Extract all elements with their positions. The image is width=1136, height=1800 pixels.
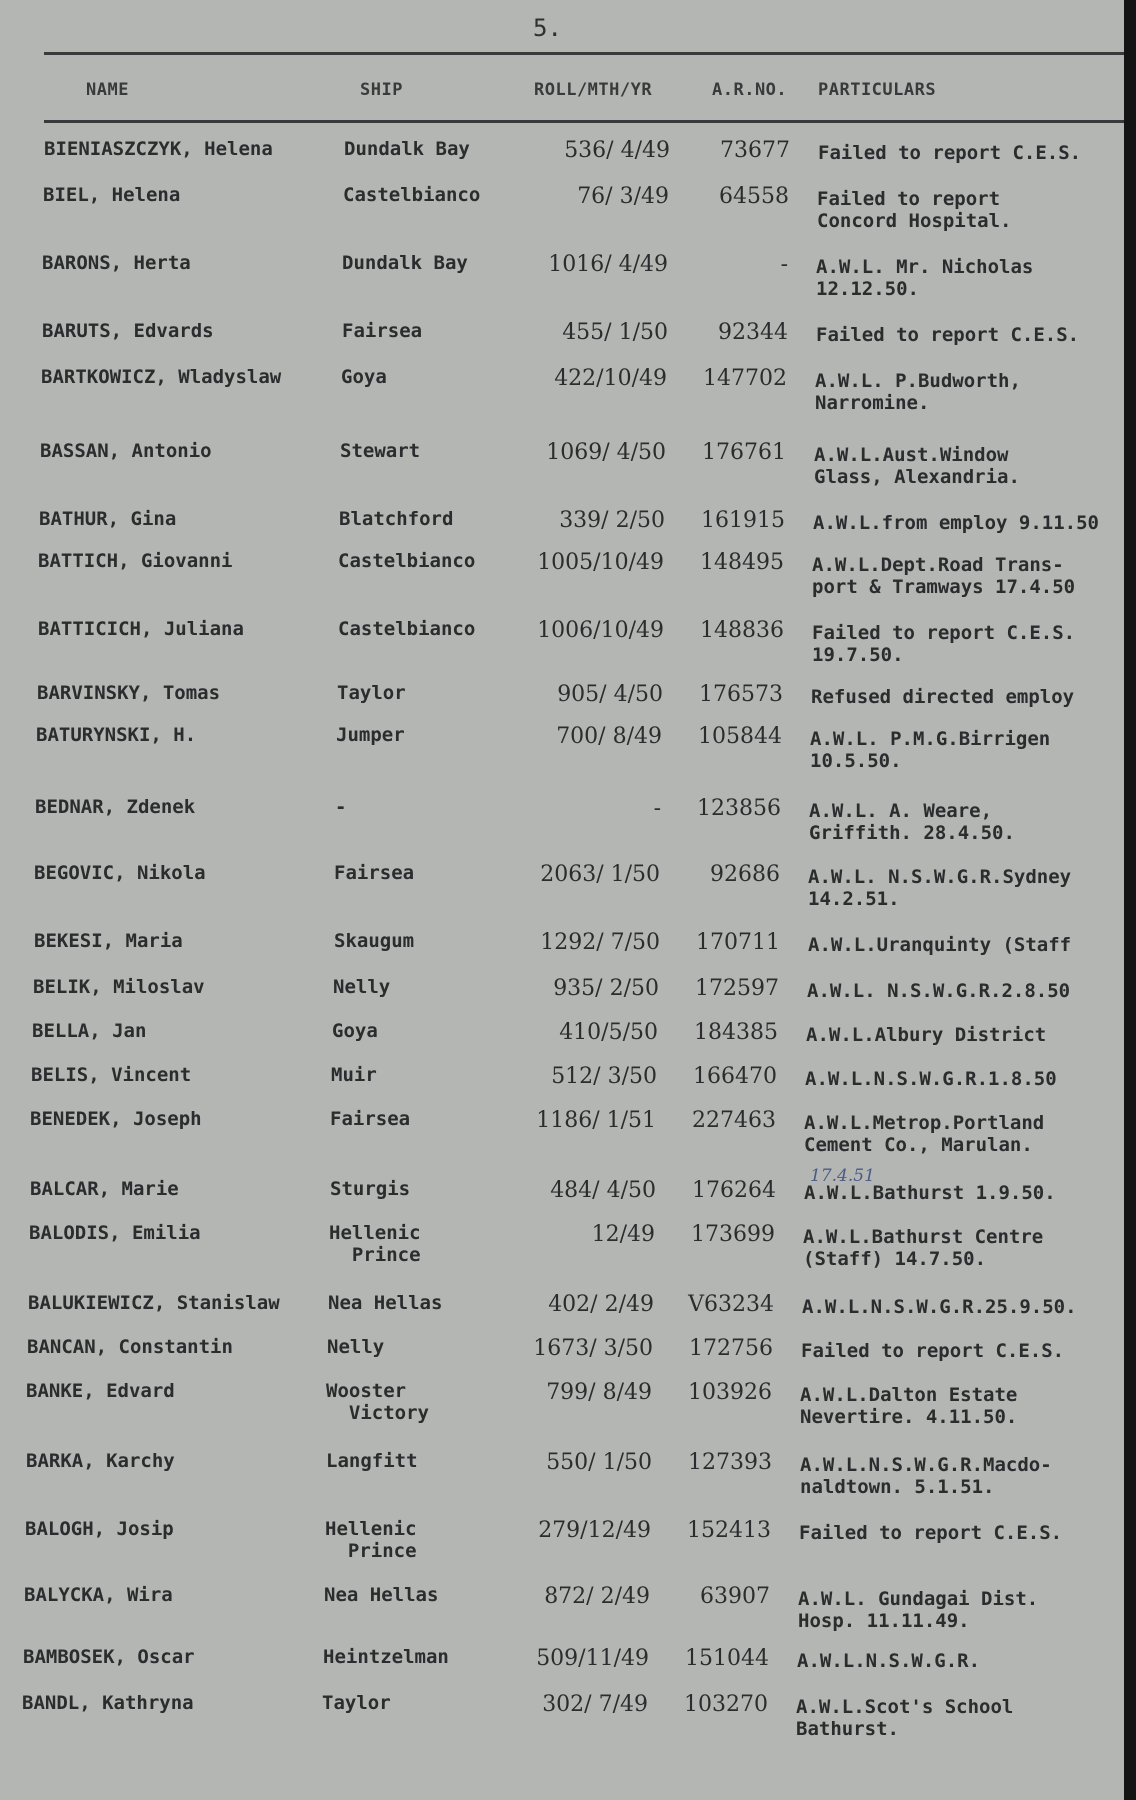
entry-ar-no: 148836 [700,618,784,643]
entry-particulars: Failed to report C.E.S. [818,142,1082,164]
entry-roll: 935/ 2/50 [553,976,659,1001]
entry-ar-no: 176264 [692,1178,776,1203]
entry-ar-no: 172756 [689,1336,773,1361]
entry-roll: 402/ 2/49 [548,1292,654,1317]
entry-ar-no: 176573 [699,682,783,707]
entry-ship: Skaugum [334,930,415,952]
entry-roll: 799/ 8/49 [546,1380,652,1405]
entry-particulars: A.W.L.Bathurst 1.9.50. [804,1182,1056,1204]
entry-name: BALOGH, Josip [25,1518,174,1540]
entry-particulars: A.W.L.from employ 9.11.50 [813,512,1099,534]
page-number: 5. [533,14,562,42]
header-particulars: PARTICULARS [818,80,937,100]
entry-roll: 339/ 2/50 [559,508,665,533]
entry-name: BENEDEK, Joseph [30,1108,202,1130]
entry-name: BARVINSKY, Tomas [37,682,221,704]
entry-particulars: A.W.L. Gundagai Dist. Hosp. 11.11.49. [798,1588,1039,1632]
entry-ship: Hellenic Prince [329,1222,421,1266]
entry-particulars: A.W.L. P.Budworth, Narromine. [815,370,1021,414]
entry-ar-no: - [780,252,788,277]
entry-ship: Stewart [340,440,421,462]
entry-particulars: A.W.L. Mr. Nicholas 12.12.50. [816,256,1034,300]
entry-ship: Goya [332,1020,378,1042]
entry-ar-no: 73677 [720,138,790,163]
scan-edge [1124,0,1136,1800]
entry-roll: 484/ 4/50 [550,1178,656,1203]
entry-roll: 905/ 4/50 [557,682,663,707]
entry-roll: 1016/ 4/49 [548,252,668,277]
entry-ar-no: 147702 [703,366,787,391]
entry-ar-no: 64558 [719,184,789,209]
entry-particulars: Failed to report C.E.S. [801,1340,1065,1362]
header-ar-no: A.R.NO. [712,80,788,100]
entry-name: BALYCKA, Wira [24,1584,173,1606]
entry-ship: Wooster Victory [326,1380,429,1424]
entry-ar-no: 176761 [702,440,786,465]
entry-roll: 536/ 4/49 [564,138,670,163]
entry-roll: 2063/ 1/50 [540,862,660,887]
entry-ar-no: 63907 [700,1584,770,1609]
entry-ship: Blatchford [339,508,454,530]
entry-ar-no: 92344 [718,320,788,345]
entry-name: BEKESI, Maria [34,930,183,952]
entry-particulars: A.W.L.N.S.W.G.R.1.8.50 [805,1068,1057,1090]
entry-name: BELIS, Vincent [31,1064,192,1086]
entry-ship: Hellenic Prince [325,1518,417,1562]
entry-ship: Dundalk Bay [344,138,470,160]
entry-roll: 455/ 1/50 [562,320,668,345]
entry-ar-no: V63234 [688,1292,774,1317]
entry-name: BELIK, Miloslav [33,976,205,998]
entry-name: BARONS, Herta [42,252,191,274]
entry-name: BASSAN, Antonio [40,440,212,462]
entry-ship: Jumper [336,724,405,746]
entry-ar-no: 173699 [691,1222,775,1247]
entry-particulars: Failed to report C.E.S. [799,1522,1063,1544]
entry-particulars: Failed to report C.E.S. [816,324,1080,346]
entry-name: BANCAN, Constantin [27,1336,233,1358]
entry-name: BEDNAR, Zdenek [35,796,196,818]
entry-ship: Taylor [337,682,406,704]
entry-roll: 12/49 [591,1222,655,1247]
entry-ship: Fairsea [342,320,423,342]
entry-ar-no: 170711 [696,930,780,955]
entry-name: BATTICH, Giovanni [38,550,233,572]
entry-particulars: A.W.L. A. Weare, Griffith. 28.4.50. [809,800,1015,844]
entry-name: BARUTS, Edvards [42,320,214,342]
entry-particulars: Failed to report Concord Hospital. [817,188,1012,232]
entry-roll: 302/ 7/49 [542,1692,648,1717]
entry-ship: Fairsea [330,1108,411,1130]
entry-ar-no: 127393 [688,1450,772,1475]
entry-particulars: A.W.L.Scot's School Bathurst. [796,1696,1014,1740]
entry-ar-no: 148495 [700,550,784,575]
entry-ship: Nea Hellas [328,1292,443,1314]
entry-roll: 1673/ 3/50 [533,1336,653,1361]
entry-roll: 1292/ 7/50 [540,930,660,955]
entry-particulars: A.W.L. N.S.W.G.R.2.8.50 [807,980,1071,1002]
entry-particulars: A.W.L. N.S.W.G.R.Sydney 14.2.51. [808,866,1072,910]
entry-name: BATHUR, Gina [39,508,177,530]
entry-particulars: Refused directed employ [811,686,1075,708]
entry-ar-no: 151044 [685,1646,769,1671]
header-name: NAME [86,80,129,100]
entry-ship: Fairsea [334,862,415,884]
entry-ship: Nelly [327,1336,385,1358]
entry-name: BIENIASZCZYK, Helena [44,138,273,160]
entry-ar-no: 166470 [693,1064,777,1089]
entry-roll: - [653,796,661,821]
handwritten-note: 17.4.51 [810,1166,875,1186]
entry-name: BALCAR, Marie [30,1178,179,1200]
entry-ship: Sturgis [330,1178,411,1200]
entry-ship: Castelbianco [338,618,476,640]
entry-particulars: A.W.L.Albury District [806,1024,1047,1046]
entry-name: BIEL, Helena [43,184,181,206]
entry-particulars: A.W.L.Dalton Estate Nevertire. 4.11.50. [800,1384,1018,1428]
entry-roll: 1005/10/49 [537,550,664,575]
entry-ship: Langfitt [326,1450,418,1472]
entry-roll: 1186/ 1/51 [536,1108,656,1133]
entry-roll: 872/ 2/49 [544,1584,650,1609]
entry-particulars: A.W.L.N.S.W.G.R. [797,1650,981,1672]
entry-ar-no: 161915 [701,508,785,533]
entry-particulars: A.W.L.Aust.Window Glass, Alexandria. [814,444,1020,488]
entry-name: BELLA, Jan [32,1020,147,1042]
entry-ship: Castelbianco [338,550,476,572]
header-ship: SHIP [360,80,403,100]
entry-particulars: A.W.L.Metrop.Portland Cement Co., Marulan. [804,1112,1045,1156]
header-roll: ROLL/MTH/YR [534,80,653,100]
entry-roll: 76/ 3/49 [577,184,669,209]
entry-ar-no: 92686 [710,862,780,887]
entry-particulars: A.W.L.N.S.W.G.R.Macdo- naldtown. 5.1.51. [800,1454,1052,1498]
entry-ship: - [335,796,347,818]
entry-roll: 422/10/49 [554,366,667,391]
entry-roll: 509/11/49 [536,1646,649,1671]
entry-ship: Dundalk Bay [342,252,468,274]
entry-roll: 550/ 1/50 [546,1450,652,1475]
entry-name: BEGOVIC, Nikola [34,862,206,884]
entry-name: BARKA, Karchy [26,1450,175,1472]
entry-roll: 700/ 8/49 [556,724,662,749]
entry-ar-no: 103926 [688,1380,772,1405]
entry-name: BALODIS, Emilia [29,1222,201,1244]
entry-ship: Castelbianco [343,184,481,206]
entry-ship: Nelly [333,976,391,998]
entry-ship: Heintzelman [323,1646,449,1668]
entry-ship: Nea Hellas [324,1584,439,1606]
entry-particulars: A.W.L. P.M.G.Birrigen 10.5.50. [810,728,1051,772]
entry-ar-no: 103270 [684,1692,768,1717]
entry-particulars: A.W.L.Bathurst Centre (Staff) 14.7.50. [803,1226,1044,1270]
header-top-rule [44,52,1124,55]
entry-particulars: A.W.L.Uranquinty (Staff [808,934,1072,956]
entry-ar-no: 123856 [697,796,781,821]
entry-name: BAMBOSEK, Oscar [23,1646,195,1668]
entry-name: BATURYNSKI, H. [36,724,197,746]
entry-name: BANKE, Edvard [26,1380,175,1402]
entry-ship: Taylor [322,1692,391,1714]
entry-name: BARTKOWICZ, Wladyslaw [41,366,282,388]
entry-ar-no: 172597 [695,976,779,1001]
entry-particulars: Failed to report C.E.S. 19.7.50. [812,622,1076,666]
header-bottom-rule [44,120,1124,123]
entry-roll: 1006/10/49 [537,618,664,643]
entry-name: BANDL, Kathryna [22,1692,194,1714]
entry-roll: 279/12/49 [538,1518,651,1543]
entry-name: BATTICICH, Juliana [38,618,244,640]
entry-ar-no: 105844 [698,724,782,749]
entry-roll: 410/5/50 [559,1020,658,1045]
entry-roll: 1069/ 4/50 [546,440,666,465]
entry-ar-no: 227463 [692,1108,776,1133]
entry-ship: Goya [341,366,387,388]
entry-roll: 512/ 3/50 [551,1064,657,1089]
entry-particulars: A.W.L.N.S.W.G.R.25.9.50. [802,1296,1077,1318]
entry-particulars: A.W.L.Dept.Road Trans- port & Tramways 17.4.50 [812,554,1076,598]
entry-ar-no: 152413 [687,1518,771,1543]
entry-ar-no: 184385 [694,1020,778,1045]
entry-ship: Muir [331,1064,377,1086]
entry-name: BALUKIEWICZ, Stanislaw [28,1292,280,1314]
